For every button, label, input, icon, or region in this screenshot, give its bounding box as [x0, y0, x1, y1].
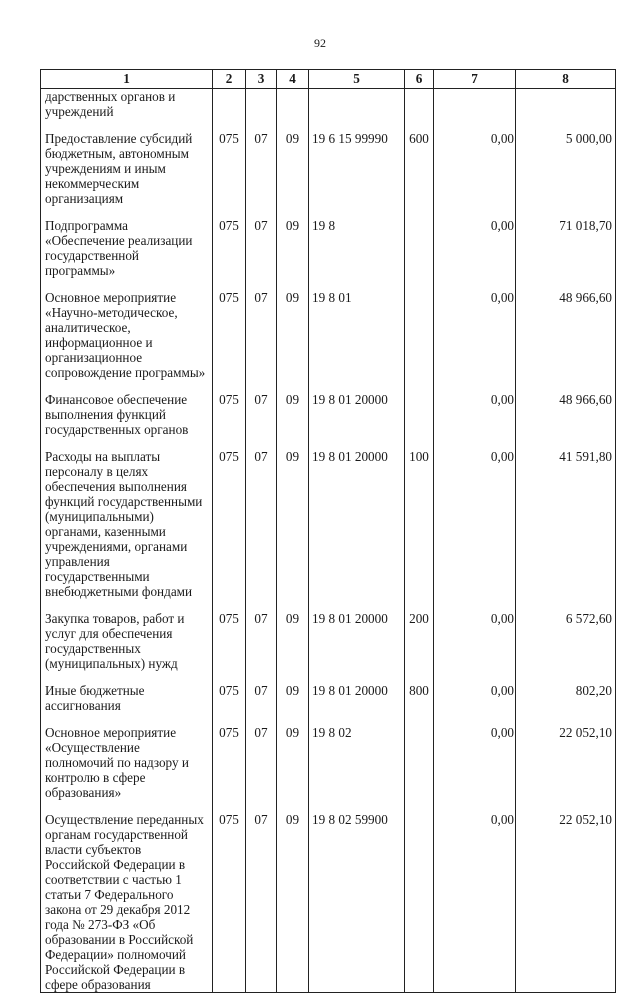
row-spacer [41, 380, 616, 392]
cell-target-article: 19 8 01 20000 [309, 449, 405, 599]
table-row [41, 131, 616, 206]
cell-ministry-code: 075 [213, 812, 246, 993]
cell-target-article [309, 89, 405, 120]
row-name: Расходы на выплаты персоналу в целях обеспечения выполнения функций государственными (муниципальными) органами, казенными учреждениями, органами управления государственными внебюджетными фондами [41, 449, 213, 599]
cell-ministry-code: 075 [213, 449, 246, 599]
cell-section: 07 [246, 812, 277, 993]
cell-col7: 0,00 [434, 449, 516, 599]
cell-target-article: 19 8 01 [309, 290, 405, 380]
cell-expense-type [405, 392, 434, 437]
header-cell: 6 [405, 70, 434, 89]
budget-table [40, 69, 616, 993]
cell-section: 07 [246, 290, 277, 380]
row-name: Подпрограмма «Обеспечение реализации государственной программы» [41, 218, 213, 278]
cell-amount: 802,20 [516, 683, 616, 713]
row-name: Осуществление переданных органам государственной власти субъектов Российской Федерации в соответствии с частью 1 статьи 7 Федерального закона от 29 декабря 2012 года № 273-ФЗ «Об образовании в Российской Федерации» полномочий Российской Федерации в сфере образования [41, 812, 213, 993]
cell-subsection: 09 [277, 812, 309, 993]
cell-subsection [277, 89, 309, 120]
cell-ministry-code [213, 89, 246, 120]
header-cell: 3 [246, 70, 277, 89]
row-spacer [41, 800, 616, 812]
cell-subsection: 09 [277, 290, 309, 380]
cell-amount: 48 966,60 [516, 290, 616, 380]
header-cell: 7 [434, 70, 516, 89]
row-spacer [41, 671, 616, 683]
cell-col7: 0,00 [434, 812, 516, 993]
table-row [41, 449, 616, 599]
header-cell: 2 [213, 70, 246, 89]
row-name: Основное мероприятие «Научно-методическое, аналитическое, информационное и организационное сопровождение программы» [41, 290, 213, 380]
cell-amount: 71 018,70 [516, 218, 616, 278]
cell-ministry-code: 075 [213, 683, 246, 713]
cell-expense-type: 600 [405, 131, 434, 206]
cell-col7 [434, 89, 516, 120]
cell-section: 07 [246, 683, 277, 713]
cell-col7: 0,00 [434, 290, 516, 380]
row-spacer [41, 599, 616, 611]
cell-amount: 41 591,80 [516, 449, 616, 599]
cell-ministry-code: 075 [213, 611, 246, 671]
cell-subsection: 09 [277, 611, 309, 671]
cell-ministry-code: 075 [213, 218, 246, 278]
cell-target-article: 19 8 [309, 218, 405, 278]
cell-section: 07 [246, 131, 277, 206]
row-name: Иные бюджетные ассигнования [41, 683, 213, 713]
cell-amount: 5 000,00 [516, 131, 616, 206]
row-name: Предоставление субсидий бюджетным, автономным учреждениям и иным некоммерческим организациям [41, 131, 213, 206]
cell-section: 07 [246, 611, 277, 671]
cell-amount: 48 966,60 [516, 392, 616, 437]
cell-expense-type [405, 725, 434, 800]
cell-ministry-code: 075 [213, 290, 246, 380]
cell-subsection: 09 [277, 725, 309, 800]
table-row [41, 725, 616, 800]
cell-subsection: 09 [277, 449, 309, 599]
table-row [41, 290, 616, 380]
row-spacer [41, 437, 616, 449]
table-row [41, 218, 616, 278]
cell-expense-type: 800 [405, 683, 434, 713]
table-header-row [41, 70, 616, 89]
cell-col7: 0,00 [434, 392, 516, 437]
cell-target-article: 19 8 01 20000 [309, 392, 405, 437]
cell-amount: 22 052,10 [516, 812, 616, 993]
table-row [41, 611, 616, 671]
header-cell: 4 [277, 70, 309, 89]
header-cell: 8 [516, 70, 616, 89]
cell-target-article: 19 8 02 [309, 725, 405, 800]
row-spacer [41, 278, 616, 290]
row-spacer [41, 206, 616, 218]
cell-subsection: 09 [277, 683, 309, 713]
cell-col7: 0,00 [434, 611, 516, 671]
page-number: 92 [314, 36, 326, 50]
table-row [41, 89, 616, 120]
cell-expense-type: 100 [405, 449, 434, 599]
table-row [41, 683, 616, 713]
cell-amount: 6 572,60 [516, 611, 616, 671]
row-name: Финансовое обеспечение выполнения функций государственных органов [41, 392, 213, 437]
cell-section: 07 [246, 218, 277, 278]
cell-target-article: 19 8 01 20000 [309, 611, 405, 671]
cell-amount [516, 89, 616, 120]
cell-target-article: 19 6 15 99990 [309, 131, 405, 206]
table-row [41, 392, 616, 437]
cell-ministry-code: 075 [213, 392, 246, 437]
cell-section: 07 [246, 392, 277, 437]
cell-expense-type [405, 218, 434, 278]
cell-expense-type: 200 [405, 611, 434, 671]
cell-section [246, 89, 277, 120]
cell-ministry-code: 075 [213, 725, 246, 800]
cell-section: 07 [246, 725, 277, 800]
cell-expense-type [405, 89, 434, 120]
row-name: Основное мероприятие «Осуществление полномочий по надзору и контролю в сфере образования» [41, 725, 213, 800]
cell-target-article: 19 8 02 59900 [309, 812, 405, 993]
cell-subsection: 09 [277, 131, 309, 206]
cell-col7: 0,00 [434, 131, 516, 206]
row-spacer [41, 713, 616, 725]
row-spacer [41, 119, 616, 131]
cell-col7: 0,00 [434, 683, 516, 713]
cell-section: 07 [246, 449, 277, 599]
cell-col7: 0,00 [434, 725, 516, 800]
cell-target-article: 19 8 01 20000 [309, 683, 405, 713]
row-name: дарственных органов и учреждений [41, 89, 213, 120]
header-cell: 5 [309, 70, 405, 89]
cell-subsection: 09 [277, 218, 309, 278]
cell-expense-type [405, 812, 434, 993]
cell-subsection: 09 [277, 392, 309, 437]
row-name: Закупка товаров, работ и услуг для обеспечения государственных (муниципальных) нужд [41, 611, 213, 671]
cell-col7: 0,00 [434, 218, 516, 278]
table-row [41, 812, 616, 993]
header-cell: 1 [41, 70, 213, 89]
cell-amount: 22 052,10 [516, 725, 616, 800]
cell-expense-type [405, 290, 434, 380]
cell-ministry-code: 075 [213, 131, 246, 206]
